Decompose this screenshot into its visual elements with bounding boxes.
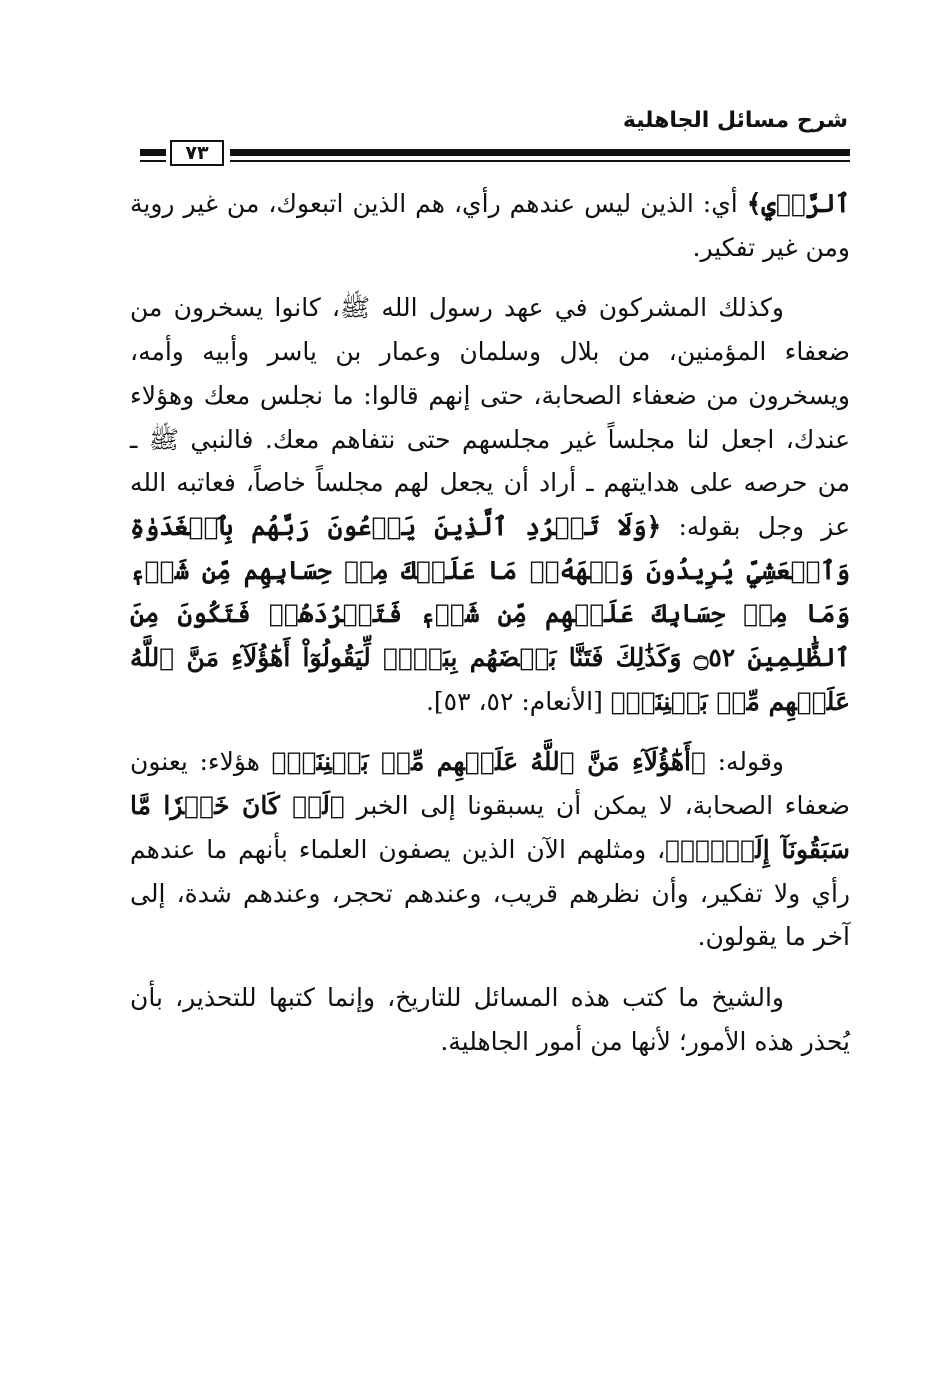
paragraph <box>130 740 850 959</box>
page-header <box>140 104 850 179</box>
page-body <box>130 182 850 1080</box>
paragraph-text: والشيخ ما كتب هذه المسائل للتاريخ، وإنما كتبها للتحذير، بأن يُحذر هذه الأمور؛ لأنها من أمور الجاهلية. <box>130 982 850 1056</box>
paragraph <box>130 182 850 269</box>
header-rule-thin <box>230 160 850 162</box>
paragraph-text: أي: الذين ليس عندهم رأي، هم الذين اتبعوك، من غير روية ومن غير تفكير. <box>130 189 850 262</box>
paragraph-text: وقوله: <box>706 747 784 777</box>
header-rule-thick <box>230 149 850 156</box>
header-rule-left-thin <box>140 160 166 162</box>
verse-citation: [الأنعام: ٥٢، ٥٣]. <box>425 686 611 716</box>
paragraph-text: وكذلك المشركون في عهد رسول الله ﷺ، كانوا يسخرون من ضعفاء المؤمنين، من بلال وسلمان وعمار بن ياسر وأبيه وأمه، ويسخرون من ضعفاء الصحابة، حتى إنهم قالوا: ما نجلس معك وهؤلاء عندك، اجعل لنا مجلساً غير مجلسهم حتى نتفاهم معك. فالنبي ﷺ ـ من حرصه على هدايتهم ـ أراد أن يجعل لهم مجلساً خاصاً، فعاتبه الله عز وجل بقوله: <box>130 293 850 541</box>
quran-fragment: ٱلرَّأۡيِ﴾ <box>746 189 850 218</box>
paragraph <box>130 286 850 723</box>
quran-verse: ﴿وَلَا تَطۡرُدِ ٱلَّذِينَ يَدۡعُونَ رَبَّهُم بِٱلۡغَدَوٰةِ وَٱلۡعَشِيِّ يُرِيدُونَ وَجۡهَهُۥۖ مَا عَلَيۡكَ مِنۡ حِسَابِهِم مِّن شَيۡءٖ وَمَا مِنۡ حِسَابِكَ عَلَيۡهِم مِّن شَيۡءٖ فَتَطۡرُدَهُمۡ فَتَكُونَ مِنَ ٱلظَّٰلِمِينَ ۝٥٢ وَكَذَٰلِكَ فَتَنَّا بَعۡضَهُم بِبَعۡضٖ لِّيَقُولُوٓاْ أَهَٰٓؤُلَآءِ مَنَّ ٱللَّهُ عَلَيۡهِم مِّنۢ بَيۡنِنَآۗ﴾ <box>130 511 850 716</box>
quran-verse: ﴿أَهَٰٓؤُلَآءِ مَنَّ ٱللَّهُ عَلَيۡهِم مِّنۢ بَيۡنِنَآۗ﴾ <box>271 747 706 777</box>
paragraph-text: هؤلاء: يعنون ضعفاء الصحابة، لا يمكن أن يسبقونا إلى الخبر <box>130 747 850 821</box>
paragraph-text: ، ومثلهم الآن الذين يصفون العلماء بأنهم ما عندهم رأي ولا تفكير، وأن نظرهم قريب، وعندهم تحجر، وعندهم شدة، إلى آخر ما يقولون. <box>130 834 850 952</box>
running-title: شرح مسائل الجاهلية <box>622 108 848 133</box>
paragraph <box>130 976 850 1063</box>
header-rule-left-thick <box>140 149 166 156</box>
quran-verse: ﴿لَوۡ كَانَ خَيۡرٗا مَّا سَبَقُونَآ إِلَيۡهِۚ﴾ <box>130 791 850 864</box>
page-number: ٧٣ <box>170 140 224 166</box>
